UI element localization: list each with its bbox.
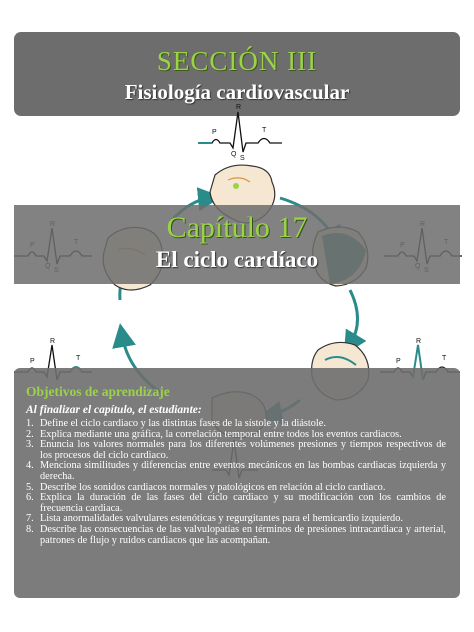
list-item-text: Describe los sonidos cardiacos normales y patológicos en relación al ciclo cardiaco.: [40, 481, 386, 493]
list-item-number: 2.: [26, 428, 34, 440]
ecg-top-q-label: Q: [231, 151, 237, 158]
objectives-panel: [14, 368, 460, 598]
list-item-number: 7.: [26, 513, 34, 525]
ecg-top-s-label: S: [240, 155, 245, 162]
ecg-bl-r-label: R: [50, 338, 56, 345]
list-item-number: 6.: [26, 492, 34, 504]
ecg-top-t-label: T: [262, 127, 267, 134]
ecg-top-p-label: P: [212, 129, 217, 136]
list-item-number: 4.: [26, 460, 34, 472]
ecg-br-p-label: P: [396, 358, 401, 365]
ecg-br-t-label: T: [442, 355, 447, 362]
list-item-text: Explica la duración de las fases del ciclo cardiaco y su modificación con los cambios de frecuencia cardiaca.: [40, 492, 446, 514]
ecg-br-r-label: R: [416, 338, 422, 345]
chapter-band: [14, 205, 460, 284]
section-subtitle: Fisiología cardiovascular: [124, 80, 350, 104]
list-item-text: Enuncia los valores normales para los diferentes volúmenes presiones y tiempos respectivos de los procesos del ciclo cardiaco.: [40, 439, 446, 461]
list-item: [26, 525, 446, 546]
list-item: [26, 440, 446, 461]
list-item: [26, 461, 446, 482]
ecg-top: [198, 112, 282, 152]
chapter-subtitle: El ciclo cardíaco: [155, 247, 319, 272]
list-item-text: Menciona similitudes y diferencias entre eventos mecánicos en las bombas cardiacas izquierda y derecha.: [40, 460, 446, 482]
list-item: [26, 493, 446, 514]
list-item-number: 5.: [26, 481, 34, 493]
section-title: SECCIÓN III: [156, 46, 318, 76]
list-item-number: 3.: [26, 439, 34, 451]
objectives-list: [26, 419, 446, 546]
chapter-title: Capítulo 17: [166, 211, 308, 244]
list-item: [26, 419, 446, 430]
list-item-text: Lista anormalidades valvulares estenóticas y regurgitantes para el hemicardio izquierdo.: [40, 513, 403, 525]
list-item-number: 8.: [26, 523, 34, 535]
ecg-top-r-label: R: [236, 104, 242, 111]
list-item-text: Explica mediante una gráfica, la correlación temporal entre todos los eventos cardiacos.: [40, 428, 402, 440]
objectives-intro: Al finalizar el capítulo, el estudiante:: [26, 404, 202, 416]
list-item-number: 1.: [26, 418, 34, 429]
list-item-text: Describe las consecuencias de las valvulopatías en términos de presiones intracardiaca y arterial, patrones de flujo y ruidos cardiacos que las acompañan.: [40, 523, 446, 546]
objectives-heading: Objetivos de aprendizaje: [26, 384, 170, 399]
list-item-text: Define el ciclo cardiaco y las distintas fases de la sístole y la diástole.: [40, 418, 326, 429]
ecg-bl-t-label: T: [76, 355, 81, 362]
ecg-bl-p-label: P: [30, 358, 35, 365]
